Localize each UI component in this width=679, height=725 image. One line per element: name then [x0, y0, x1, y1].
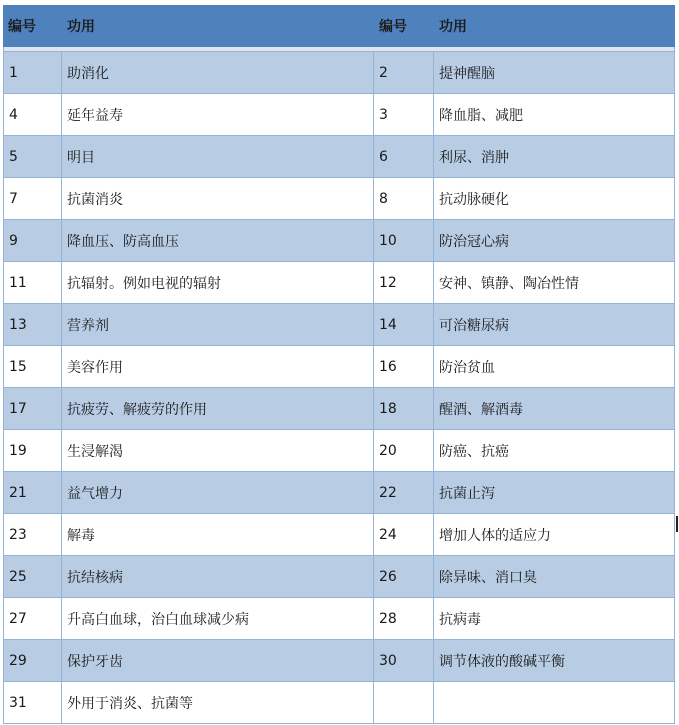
table-row: [3, 94, 675, 136]
table-row: [3, 178, 675, 220]
table-row: [3, 220, 675, 262]
cell-number: 12: [374, 262, 434, 304]
cell-number: 30: [374, 640, 434, 682]
cell-effect: 降血脂、减肥: [434, 94, 675, 136]
cell-effect: 抗病毒: [434, 598, 675, 640]
cell-number: [374, 682, 434, 724]
table-row: [3, 682, 675, 724]
cell-number: 22: [374, 472, 434, 514]
cell-effect: 抗疲劳、解疲劳的作用: [62, 388, 374, 430]
cell-number: 28: [374, 598, 434, 640]
header-effect-1: 功用: [62, 5, 374, 47]
cell-effect: 升高白血球，治白血球减少病: [62, 598, 374, 640]
cell-effect: 防癌、抗癌: [434, 430, 675, 472]
cell-number: 31: [3, 682, 62, 724]
table-row: [3, 346, 675, 388]
cell-effect: 调节体液的酸碱平衡: [434, 640, 675, 682]
cell-effect: 抗动脉硬化: [434, 178, 675, 220]
cell-effect: 利尿、消肿: [434, 136, 675, 178]
cell-effect: 明目: [62, 136, 374, 178]
table-row: [3, 52, 675, 94]
cell-effect: 安神、镇静、陶冶性情: [434, 262, 675, 304]
effects-table: [3, 5, 675, 724]
cell-effect: 增加人体的适应力: [434, 514, 675, 556]
cell-number: 21: [3, 472, 62, 514]
cell-number: 13: [3, 304, 62, 346]
cell-effect: 防治冠心病: [434, 220, 675, 262]
cell-number: 9: [3, 220, 62, 262]
cell-effect: 防治贫血: [434, 346, 675, 388]
cell-number: 25: [3, 556, 62, 598]
table-row: [3, 556, 675, 598]
table-row: [3, 136, 675, 178]
cell-effect: 外用于消炎、抗菌等: [62, 682, 374, 724]
table-row: [3, 304, 675, 346]
header-number-2: 编号: [374, 5, 434, 47]
cell-number: 3: [374, 94, 434, 136]
cell-number: 17: [3, 388, 62, 430]
table-row: [3, 598, 675, 640]
cell-number: 24: [374, 514, 434, 556]
cell-number: 2: [374, 52, 434, 94]
cell-effect: 抗菌止泻: [434, 472, 675, 514]
cell-number: 19: [3, 430, 62, 472]
table-header-row: [3, 5, 675, 47]
cell-number: 4: [3, 94, 62, 136]
cell-number: 20: [374, 430, 434, 472]
cell-effect: 延年益寿: [62, 94, 374, 136]
cell-number: 11: [3, 262, 62, 304]
cell-number: 10: [374, 220, 434, 262]
cell-effect: 保护牙齿: [62, 640, 374, 682]
cell-number: 27: [3, 598, 62, 640]
cell-effect: 抗结核病: [62, 556, 374, 598]
cell-effect: 可治糖尿病: [434, 304, 675, 346]
cell-effect: 除异味、消口臭: [434, 556, 675, 598]
cell-effect: 生浸解渴: [62, 430, 374, 472]
cell-effect: 助消化: [62, 52, 374, 94]
cell-number: 1: [3, 52, 62, 94]
cell-number: 26: [374, 556, 434, 598]
table-row: [3, 640, 675, 682]
cell-number: 15: [3, 346, 62, 388]
effects-table-wrapper: [3, 5, 675, 724]
cell-effect: [434, 682, 675, 724]
cell-number: 18: [374, 388, 434, 430]
table-row: [3, 472, 675, 514]
header-number-1: 编号: [3, 5, 62, 47]
cell-number: 7: [3, 178, 62, 220]
cell-effect: 抗菌消炎: [62, 178, 374, 220]
cell-number: 14: [374, 304, 434, 346]
cell-effect: 提神醒脑: [434, 52, 675, 94]
cell-effect: 降血压、防高血压: [62, 220, 374, 262]
cell-number: 23: [3, 514, 62, 556]
cell-effect: 解毒: [62, 514, 374, 556]
table-row: [3, 514, 675, 556]
cell-effect: 美容作用: [62, 346, 374, 388]
cell-number: 16: [374, 346, 434, 388]
table-row: [3, 262, 675, 304]
table-row: [3, 388, 675, 430]
text-cursor: [676, 516, 678, 532]
cell-effect: 抗辐射。例如电视的辐射: [62, 262, 374, 304]
cell-number: 5: [3, 136, 62, 178]
cell-effect: 营养剂: [62, 304, 374, 346]
table-row: [3, 430, 675, 472]
header-effect-2: 功用: [434, 5, 675, 47]
cell-number: 6: [374, 136, 434, 178]
cell-effect: 醒酒、解酒毒: [434, 388, 675, 430]
cell-number: 29: [3, 640, 62, 682]
cell-effect: 益气增力: [62, 472, 374, 514]
cell-number: 8: [374, 178, 434, 220]
